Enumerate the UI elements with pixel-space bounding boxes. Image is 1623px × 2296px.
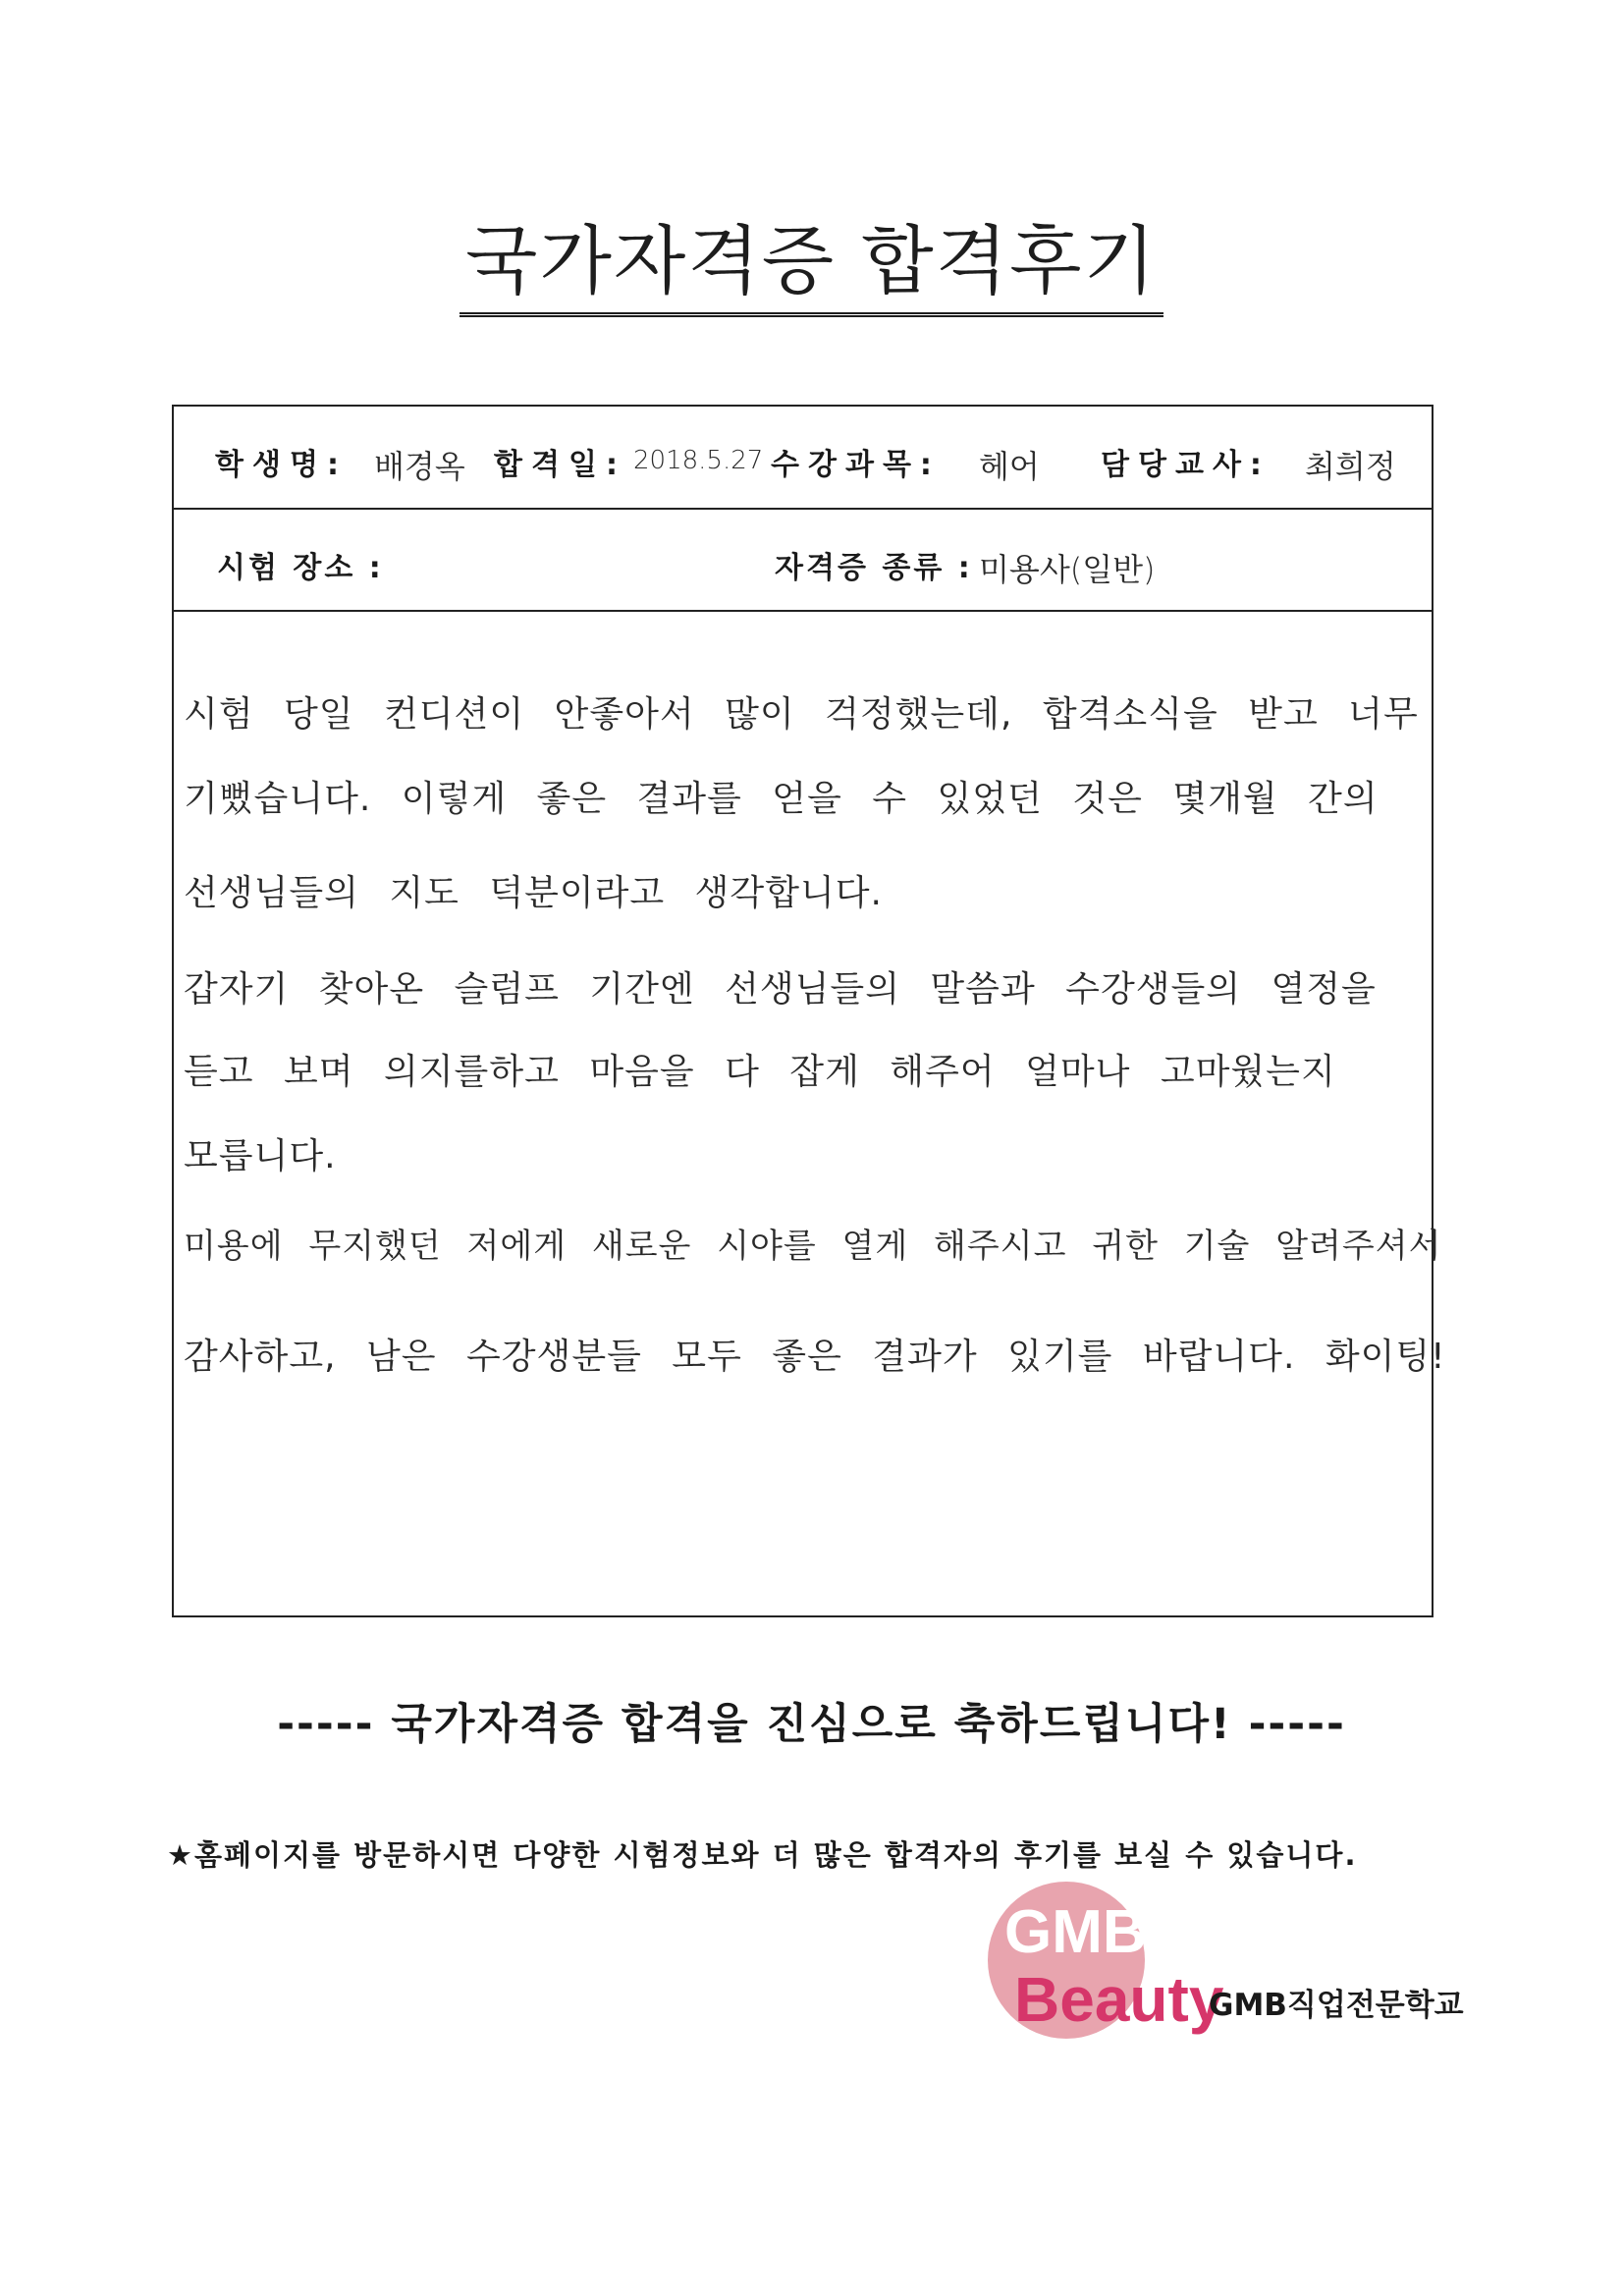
review-form (172, 405, 1446, 1617)
teacher-label: 담당교사: (1101, 448, 1271, 482)
review-line: 미용에 무지했던 저에게 새로운 시야를 열게 해주시고 귀한 기술 알려주셔서 (184, 1227, 1442, 1266)
gmb-beauty-logo-mark (985, 1878, 1495, 2054)
review-line: 기뻤습니다. 이렇게 좋은 결과를 얻을 수 있었던 것은 몇개월 간의 (184, 779, 1379, 819)
course-label: 수강과목: (771, 448, 941, 482)
page-title (0, 214, 1623, 317)
review-line: 감사하고, 남은 수강생분들 모두 좋은 결과가 있기를 바랍니다. 화이팅! (184, 1337, 1446, 1377)
review-line: 시험 당일 컨디션이 안좋아서 많이 걱정했는데, 합격소식을 받고 너무 (184, 694, 1419, 735)
page-title-text: 국가자격증 합격후기 (460, 214, 1163, 317)
student-label: 학생명: (215, 448, 348, 482)
cert-type-value: 미용사(일반) (979, 551, 1156, 588)
logo-gmb-text: GMB (1004, 1898, 1147, 1966)
logo-school-name: GMB직업전문학교 (1209, 1988, 1464, 2023)
review-line: 선생님들의 지도 덕분이라고 생각합니다. (184, 873, 883, 913)
review-body (174, 612, 1446, 1615)
review-line: 갑자기 찾아온 슬럼프 기간엔 선생님들의 말씀과 수강생들의 열정을 (184, 969, 1377, 1010)
review-line: 듣고 보며 의지를하고 마음을 다 잡게 해주어 얼마나 고마웠는지 (184, 1052, 1336, 1092)
homepage-note: ★홈페이지를 방문하시면 다양한 시험정보와 더 많은 합격자의 후기를 보실 수 있습니다. (167, 1838, 1358, 1872)
exam-place-label: 시험 장소 : (217, 551, 384, 585)
review-line: 모릅니다. (184, 1136, 337, 1176)
pass-date-value: 2018.5.27 (633, 446, 764, 475)
teacher-value: 최희정 (1305, 448, 1396, 485)
info-row-1 (174, 407, 1432, 510)
logo-beauty-text: Beauty (1014, 1964, 1224, 2035)
school-logo (985, 1878, 1495, 2054)
info-row-2 (174, 510, 1432, 612)
cert-type-label: 자격증 종류 : (775, 551, 973, 585)
pass-date-label: 합격일: (494, 448, 626, 482)
congratulations-message: ----- 국가자격증 합격을 진심으로 축하드립니다! ----- (277, 1700, 1346, 1749)
student-value: 배경옥 (374, 448, 465, 485)
course-value: 헤어 (979, 448, 1040, 485)
